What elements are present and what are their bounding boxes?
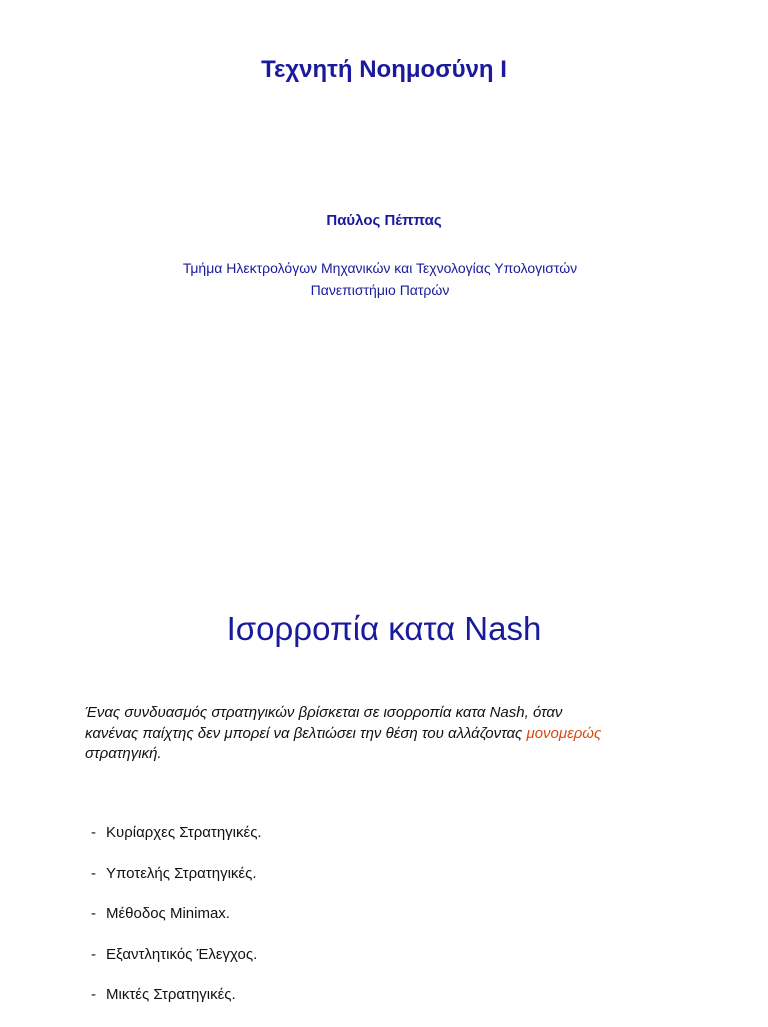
bullet-dash: - <box>91 986 96 1004</box>
list-item-label: Μέθοδος Minimax. <box>106 905 230 923</box>
list-item-label: Κυρίαρχες Στρατηγικές. <box>106 824 262 841</box>
list-item <box>91 905 262 946</box>
list-item <box>91 865 262 906</box>
definition-line-3: στρατηγική. <box>85 745 162 762</box>
list-item <box>91 824 262 865</box>
definition-line-1: Ένας συνδυασμός στρατηγικών βρίσκεται σε ισορροπία κατα Nash, όταν <box>85 704 563 721</box>
list-item-label: Υποτελής Στρατηγικές. <box>106 864 257 882</box>
slide-title: Ισορροπία κατα Nash <box>226 610 542 647</box>
course-title: Τεχνητή Νοημοσύνη I <box>261 56 507 83</box>
affiliation-department: Τμήμα Ηλεκτρολόγων Μηχανικών και Τεχνολογίας Υπολογιστών <box>182 260 578 276</box>
list-item-label: Μικτές Στρατηγικές. <box>106 986 236 1004</box>
bullet-dash: - <box>91 824 96 841</box>
bullet-dash: - <box>91 945 96 963</box>
author-name: Παύλος Πέππας <box>326 212 442 229</box>
bullet-dash: - <box>91 905 96 923</box>
strategy-list <box>91 824 262 1027</box>
bullet-dash: - <box>91 864 96 882</box>
affiliation-university: Πανεπιστήμιο Πατρών <box>310 282 450 298</box>
definition-highlight: μονομερώς <box>526 724 602 742</box>
list-item-label: Εξαντλητικός Έλεγχος. <box>106 945 258 963</box>
definition-paragraph <box>85 703 685 765</box>
list-item <box>91 986 262 1027</box>
list-item <box>91 946 262 987</box>
definition-line-2: κανένας παίχτης δεν μπορεί να βελτιώσει την θέση του αλλάζοντας <box>85 724 527 742</box>
